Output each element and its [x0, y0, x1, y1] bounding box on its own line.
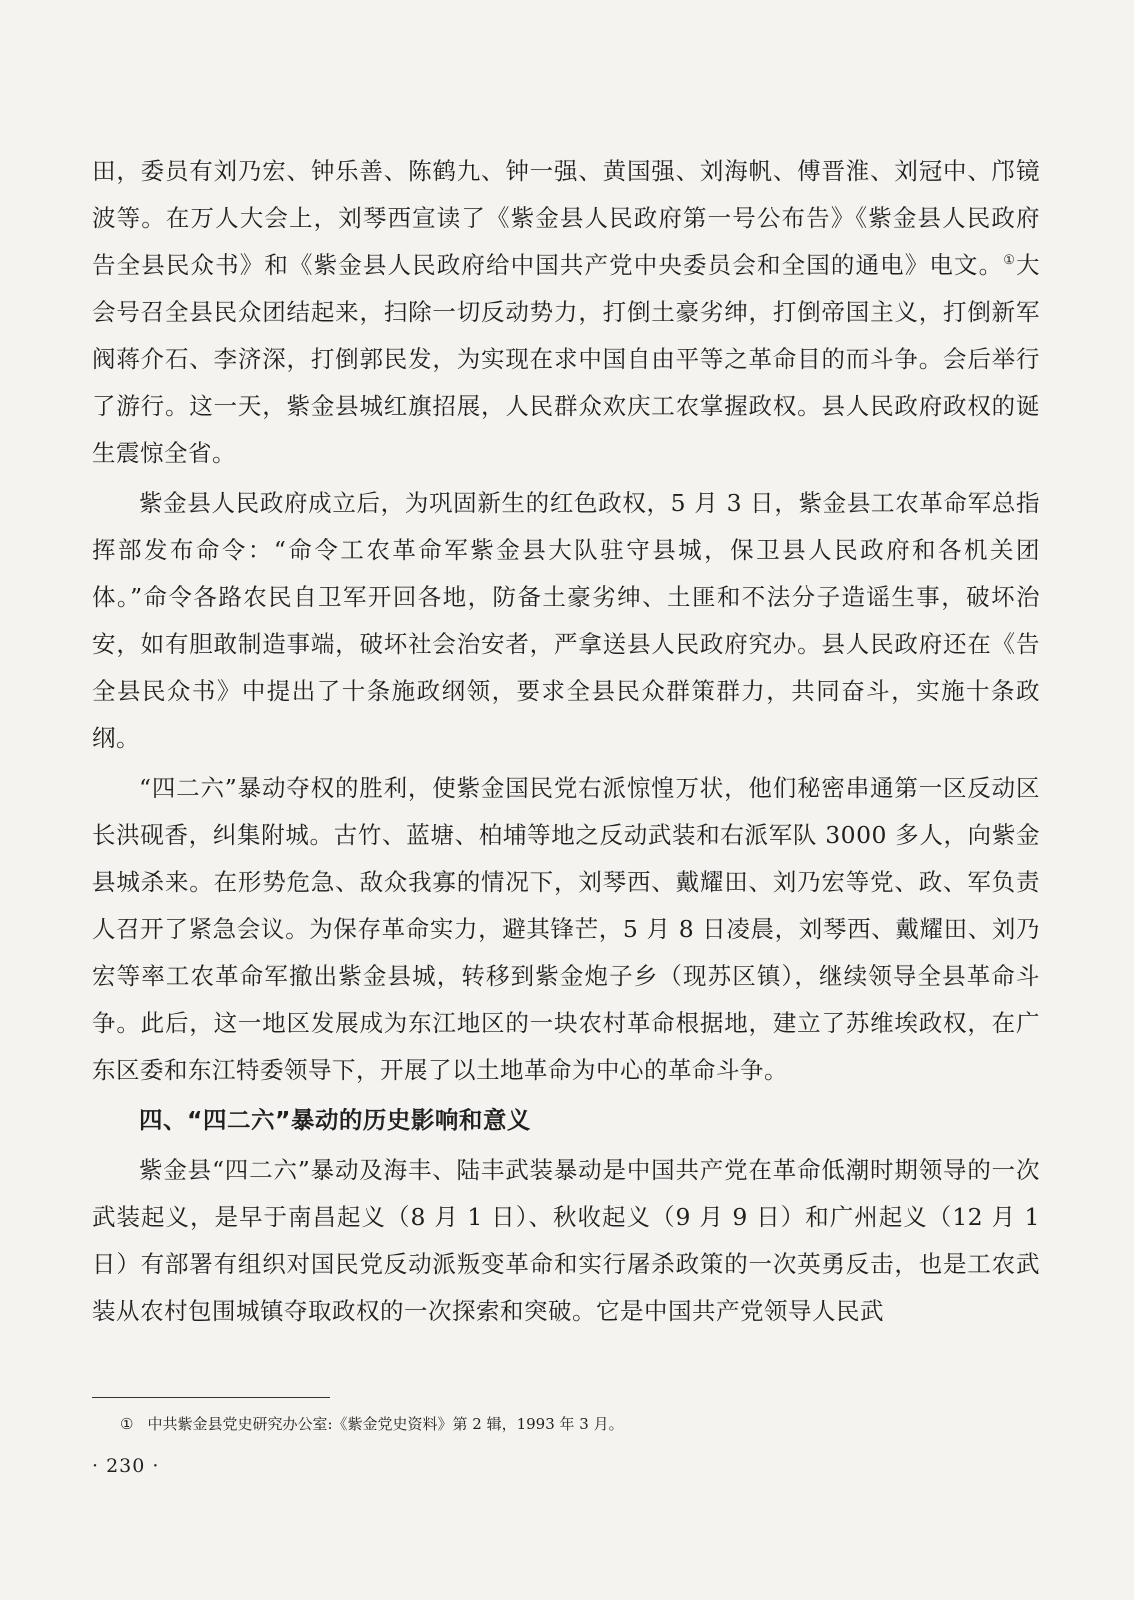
body-text [92, 148, 1040, 1338]
footnote-divider [92, 1397, 330, 1398]
footnote-text: 中共紫金县党史研究办公室:《紫金党史资料》第 2 辑，1993 年 3 月。 [147, 1415, 624, 1433]
footnote-reference: ① [1003, 253, 1017, 269]
paragraph-1-text-after: 大会号召全县民众团结起来，扫除一切反动势力，打倒土豪劣绅，打倒帝国主义，打倒新军阀蒋介石、李济深，打倒郭民发，为实现在求中国自由平等之革命目的而斗争。会后举行了游行。这一天，紫金县城红旗招展，人民群众欢庆工农掌握政权。县人民政府政权的诞生震惊全省。 [92, 251, 1041, 467]
paragraph-3: “四二六”暴动夺权的胜利，使紫金国民党右派惊惶万状，他们秘密串通第一区反动区长洪砚香，纠集附城。古竹、蓝塘、柏埔等地之反动武装和右派军队 3000 多人，向紫金县城杀来。在形势危急、敌众我寡的情况下，刘琴西、戴耀田、刘乃宏等党、政、军负责人召开了紧急会议。为保存革命实力，避其锋芒，5 月 8 日凌晨，刘琴西、戴耀田、刘乃宏等率工农革命军撤出紫金县城，转移到紫金炮子乡（现苏区镇），继续领导全县革命斗争。此后，这一地区发展成为东江地区的一块农村革命根据地，建立了苏维埃政权，在广东区委和东江特委领导下，开展了以土地革命为中心的革命斗争。 [92, 774, 1040, 1084]
paragraph-5: 紫金县“四二六”暴动及海丰、陆丰武装暴动是中国共产党在革命低潮时期领导的一次武装起义，是早于南昌起义（8 月 1 日）、秋收起义（9 月 9 日）和广州起义（12 月 1 日）有部署有组织对国民党反动派叛变革命和实行屠杀政策的一次英勇反击，也是工农武装从农村包围城镇夺取政权的一次探索和突破。它是中国共产党领导人民武 [92, 1156, 1040, 1325]
section-heading: 四、“四二六”暴动的历史影响和意义 [139, 1106, 531, 1134]
paragraph-1-text: 田，委员有刘乃宏、钟乐善、陈鹤九、钟一强、黄国强、刘海帆、傅晋淮、刘冠中、邝镜波等。在万人大会上，刘琴西宣读了《紫金县人民政府第一号公布告》《紫金县人民政府告全县民众书》和《紫金县人民政府给中国共产党中央委员会和全国的通电》电文。 [92, 157, 1040, 279]
footnote-mark: ① [120, 1415, 134, 1433]
footnote [120, 1414, 624, 1434]
paragraph-1 [92, 148, 1040, 477]
page-number: · 230 · [92, 1455, 160, 1477]
paragraph-2: 紫金县人民政府成立后，为巩固新生的红色政权，5 月 3 日，紫金县工农革命军总指挥部发布命令：“命令工农革命军紫金县大队驻守县城，保卫县人民政府和各机关团体。”命令各路农民自卫军开回各地，防备土豪劣绅、土匪和不法分子造谣生事，破坏治安，如有胆敢制造事端，破坏社会治安者，严拿送县人民政府究办。县人民政府还在《告全县民众书》中提出了十条施政纲领，要求全县民众群策群力，共同奋斗，实施十条政纲。 [92, 489, 1040, 752]
